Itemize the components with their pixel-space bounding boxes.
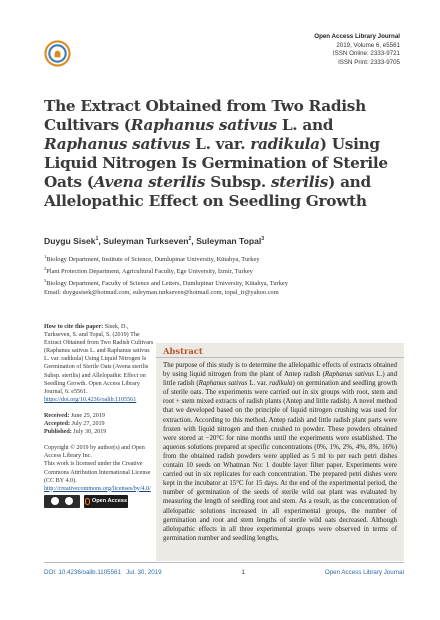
affiliation-2: $^2$Plant Protection Department, Agricultural Faculty, Ege University, İzmir, Turkey bbox=[44, 265, 253, 276]
journal-name: Open Access Library Journal bbox=[314, 33, 400, 40]
journal-issue: 2019, Volume 6, e5561 bbox=[336, 41, 400, 49]
cc-by-badge-icon[interactable] bbox=[44, 495, 80, 508]
doi-link[interactable]: https://doi.org/10.4236/oalib.1105561 bbox=[44, 396, 137, 403]
footer-journal: Open Access Library Journal bbox=[324, 569, 404, 576]
copyright-text: Copyright © 2019 by author(s) and Open Access Library Inc. bbox=[44, 445, 145, 460]
issn-online: ISSN Online: 2333-9721 bbox=[332, 50, 400, 58]
affiliation-1: $^1$Biology Department, Institute of Science, Dumlupinar University, Kütahya, Turkey bbox=[44, 254, 260, 264]
article-sidebar bbox=[44, 323, 154, 516]
affiliation-3: $^3$Biology Department, Faculty of Science and Letters, Dumlupinar University, Kütahya, Turkey bbox=[44, 277, 288, 287]
paper-title: The Extract Obtained from Two Radish Cultivars (Raphanus sativus L. and Raphanus sativus L. var. radikula) Using Liquid Nitrogen Is Germination of Sterile Oats (Avena sterilis Subsp. sterilis) and Allelopathic Effect on Seedling Growth bbox=[44, 97, 388, 210]
page-footer bbox=[44, 569, 404, 576]
author-list: Duygu Sisek$^1$, Suleyman Turkseven$^2$, Suleyman Topal$^3$ bbox=[44, 236, 265, 246]
page-number: 1 bbox=[241, 569, 245, 576]
affiliations bbox=[44, 253, 288, 298]
license-link[interactable]: http://creativecommons.org/licenses/by/4.0/ bbox=[44, 485, 151, 492]
dates-block: Received: June 25, 2019 Accepted: July 27, 2019 Published: July 30, 2019 bbox=[44, 412, 107, 436]
footer-divider bbox=[44, 562, 404, 563]
open-lock-icon bbox=[85, 498, 90, 505]
journal-info bbox=[314, 33, 400, 67]
abstract-text: The purpose of this study is to determine the allelopathic effects of extracts obtained by using liquid nitrogen from the plant of Antep radish (Raphanus sativus L.) and little radish (Raphanus sativus L. var. radikula) on germination and seedling growth of sterile oats. The experiments were carried out in six groups with root, stem and root + stem mixed extracts of radish plants (Antep and little radish). A novel method that we developed based on the principle of liquid nitrogen crushing was used for extraction. According to this method, Antep radish and little radish plant parts were frozen with liquid nitrogen and then crushed to powder. These powders obtained were stored at −20°C for nine months until the experiments were established. The aqueous solutions prepared at specific concentrations (0%, 1%, 2%, 4%, 8%, 16%) from the obtained radish powders were applied as 5 ml to per each petri dishes contain 10 seeds on Whatman No: 1 double layer filter paper. Experiments were carried out in six replicates for each concentration. The prepared petri dishes were kept in the incubator at 15°C for 15 days. At the end of the experimental period, the number of germination of the seeds of sterile wild oat plant was evaluated by measuring the length of seedling root and stem. As a result, as the concentration of allelopathic solutions increased in all experimental groups, the number of germination and root and stem lengths of sterile wild oats decreased. Although allelopathic effects in all three experimental groups were observed in terms of germination number and seedling lengths, bbox=[163, 362, 398, 542]
abstract-heading: Abstract bbox=[156, 343, 404, 358]
license-block bbox=[44, 444, 154, 508]
email-line: Email: duygusisek@hotmail.com, suleyman.turkseven@hotmail.com, topal_tr@yahoo.com bbox=[44, 288, 279, 296]
footer-doi-date: DOI: 10.4236/oalib.1105561 Jul. 30, 2019 bbox=[44, 569, 162, 576]
abstract-box bbox=[156, 343, 404, 561]
journal-logo-icon bbox=[44, 40, 71, 67]
citation-block: How to cite this paper: Sisek, D., Turkseven, S. and Topal, S. (2019) The Extract Obtained from Two Radish Cultivars (Raphanus sativus L. and Raphanus sativus L. var. radikula) Using Liquid Nitrogen Is Germination of Sterile Oats (Avena sterilis Subsp. sterilis) and Allelopathic Effect on Seedling Growth. Open Access Library Journal, 6: e5561. https://doi.org/10.4236/oalib.1105561 bbox=[44, 324, 154, 403]
license-text: This work is licensed under the Creative Commons Attribution International License (CC BY 4.0). bbox=[44, 461, 151, 484]
issn-print: ISSN Print: 2333-9705 bbox=[338, 58, 400, 66]
open-access-badge[interactable]: Open Access bbox=[84, 495, 128, 508]
